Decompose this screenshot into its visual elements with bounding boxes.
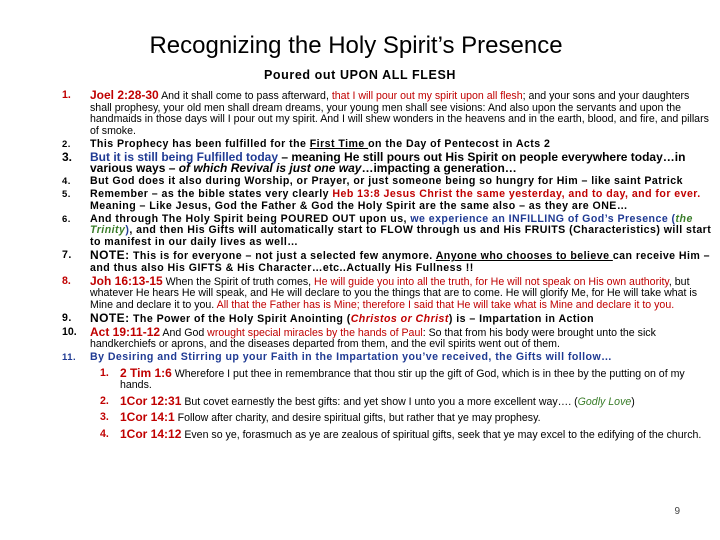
item-number: 6. bbox=[62, 213, 71, 225]
item-text: Even so ye, forasmuch as ye are zealous of spiritual gifts, seek that ye may excel to the edifying of the church. bbox=[181, 428, 702, 441]
list-item-3 bbox=[62, 149, 714, 176]
item-text: When the Spirit of truth comes, bbox=[162, 275, 315, 288]
note-label: NOTE: bbox=[90, 248, 130, 263]
sub-item-4 bbox=[62, 426, 714, 442]
item-number: 2. bbox=[62, 138, 71, 150]
item-number: 10. bbox=[62, 325, 77, 338]
item-number: 3. bbox=[62, 149, 73, 164]
sub-item-3 bbox=[62, 412, 714, 425]
item-highlight: that I will pour out my spirit upon all flesh bbox=[331, 90, 523, 102]
item-number: 1. bbox=[62, 89, 71, 101]
item-text: ) is – Impartation in Action bbox=[448, 312, 595, 325]
content-list bbox=[62, 90, 714, 445]
list-item-7 bbox=[62, 250, 714, 274]
item-text: on the Day of Pentecost in Acts 2 bbox=[368, 137, 551, 150]
item-number: 4. bbox=[100, 427, 109, 440]
item-text: , but whatever He hears He will speak, and He will declare to you the things that are to come. He will glorify Me, for He will take what is Mine and declare it to you. bbox=[90, 275, 698, 311]
item-text: can receive Him – and thus also His GIFTS & His Character…etc..Actually His Fullness !! bbox=[90, 250, 711, 274]
scripture-ref: 1Cor 14:12 bbox=[120, 426, 182, 441]
item-highlight: Heb 13:8 Jesus Christ the same yesterday, and to day, and for ever. bbox=[332, 188, 701, 201]
item-text: But covet earnestly the best gifts: and yet show I unto you a more excellent way…. ( bbox=[181, 395, 578, 408]
item-text: This Prophecy has been fulfilled for the bbox=[90, 137, 310, 150]
item-number: 2. bbox=[100, 394, 109, 407]
item-text: , and then His Gifts will automatically start to FLOW through us and His FRUITS (Characteristics) will start to manifest in our daily lives as well… bbox=[90, 224, 712, 248]
list-item-11 bbox=[62, 352, 714, 364]
item-text: This is for everyone – not just a selected few anymore. bbox=[129, 250, 436, 263]
item-number: 1. bbox=[100, 366, 109, 379]
page-title: Recognizing the Holy Spirit’s Presence bbox=[149, 32, 563, 59]
item-text: But God does it also during Worship, or Prayer, or just someone being so hungry for Him – like saint Patrick bbox=[90, 175, 683, 188]
scripture-ref: 1Cor 12:31 bbox=[120, 393, 182, 408]
item-highlight: wrought special miracles by the hands of Paul bbox=[207, 326, 423, 339]
item-text: Follow after charity, and desire spiritual gifts, but rather that ye may prophesy. bbox=[174, 412, 541, 425]
item-text: ; and your sons and your daughters shall prophesy, your old men shall dream dreams, your young men shall see visions: And also upon the servants and upon the handmaids in those days will I pour out my spirit. And I will shew wonders in the heavens and in the earth, blood, and fire, and pillars of smoke. bbox=[90, 90, 709, 137]
item-text: And it shall come to pass afterward, bbox=[158, 90, 332, 102]
list-item-5 bbox=[62, 189, 714, 212]
scripture-ref: 1Cor 14:1 bbox=[120, 410, 175, 425]
list-item-9 bbox=[62, 310, 714, 326]
item-highlight: But it is still being Fulfilled today bbox=[90, 149, 279, 164]
list-item-8 bbox=[62, 273, 714, 312]
sub-item-2 bbox=[62, 393, 714, 409]
list-item-1 bbox=[62, 90, 714, 137]
item-italic: the Trinity bbox=[90, 212, 693, 237]
item-text: And God bbox=[160, 326, 208, 339]
item-text: : So that from his body were brought unto the sick handkerchiefs or aprons, and the diseases departed from them, and the evil spirits went out of them. bbox=[90, 326, 656, 351]
list-item-6 bbox=[62, 214, 714, 249]
item-text: Remember – as the bible states very clearly bbox=[90, 188, 333, 201]
sub-item-1 bbox=[62, 365, 714, 392]
item-number: 5. bbox=[62, 189, 71, 201]
list-item-2 bbox=[62, 139, 714, 151]
page-number: 9 bbox=[674, 506, 680, 517]
scripture-ref: Joh 16:13-15 bbox=[90, 273, 163, 288]
item-italic: Christos or Christ bbox=[350, 312, 449, 325]
item-underline: First Time bbox=[309, 137, 369, 150]
item-number: 9. bbox=[62, 311, 72, 324]
item-highlight: All that the Father has is Mine; therefore I said that He will take what is Mine and declare it to you. bbox=[216, 298, 675, 311]
item-text: And through The Holy Spirit being POURED OUT upon us, bbox=[90, 212, 411, 225]
page-subtitle: Poured out UPON ALL FLESH bbox=[263, 68, 457, 82]
item-text: By Desiring and Stirring up your Faith in the Impartation you’ve received, the Gifts will follow… bbox=[90, 351, 613, 364]
item-number: 3. bbox=[100, 411, 109, 424]
item-text: Wherefore I put thee in remembrance that thou stir up the gift of God, which is in thee by the putting on of my hands. bbox=[120, 367, 685, 392]
item-italic: of which Revival is just one way bbox=[178, 161, 362, 176]
item-text: The Power of the Holy Spirit Anointing ( bbox=[129, 312, 351, 325]
note-label: NOTE: bbox=[90, 310, 130, 325]
item-number: 11. bbox=[62, 352, 77, 364]
item-number: 4. bbox=[62, 176, 71, 188]
item-italic: Godly Love bbox=[577, 395, 632, 408]
item-text: …impacting a generation… bbox=[361, 161, 517, 176]
scripture-ref: Joel 2:28-30 bbox=[90, 88, 159, 102]
item-number: 8. bbox=[62, 274, 71, 287]
scripture-ref: 2 Tim 1:6 bbox=[120, 365, 172, 380]
item-text: – meaning He still pours out His Spirit on people everywhere today…in various ways – bbox=[90, 149, 686, 176]
item-underline: Anyone who chooses to believe bbox=[435, 250, 613, 263]
scripture-ref: Act 19:11-12 bbox=[90, 324, 161, 339]
item-text: Meaning – Like Jesus, God the Father & God the Holy Spirit are the same also – as they are ONE… bbox=[90, 199, 628, 212]
list-item-10 bbox=[62, 324, 714, 351]
item-highlight: ) bbox=[125, 224, 130, 237]
item-number: 7. bbox=[62, 249, 72, 262]
item-text: ) bbox=[631, 395, 635, 408]
item-highlight: He will guide you into all the truth, for He will not speak on His own authority bbox=[314, 275, 669, 288]
list-item-4 bbox=[62, 176, 714, 188]
item-highlight: we experience an INFILLING of God’s Presence ( bbox=[410, 212, 676, 225]
